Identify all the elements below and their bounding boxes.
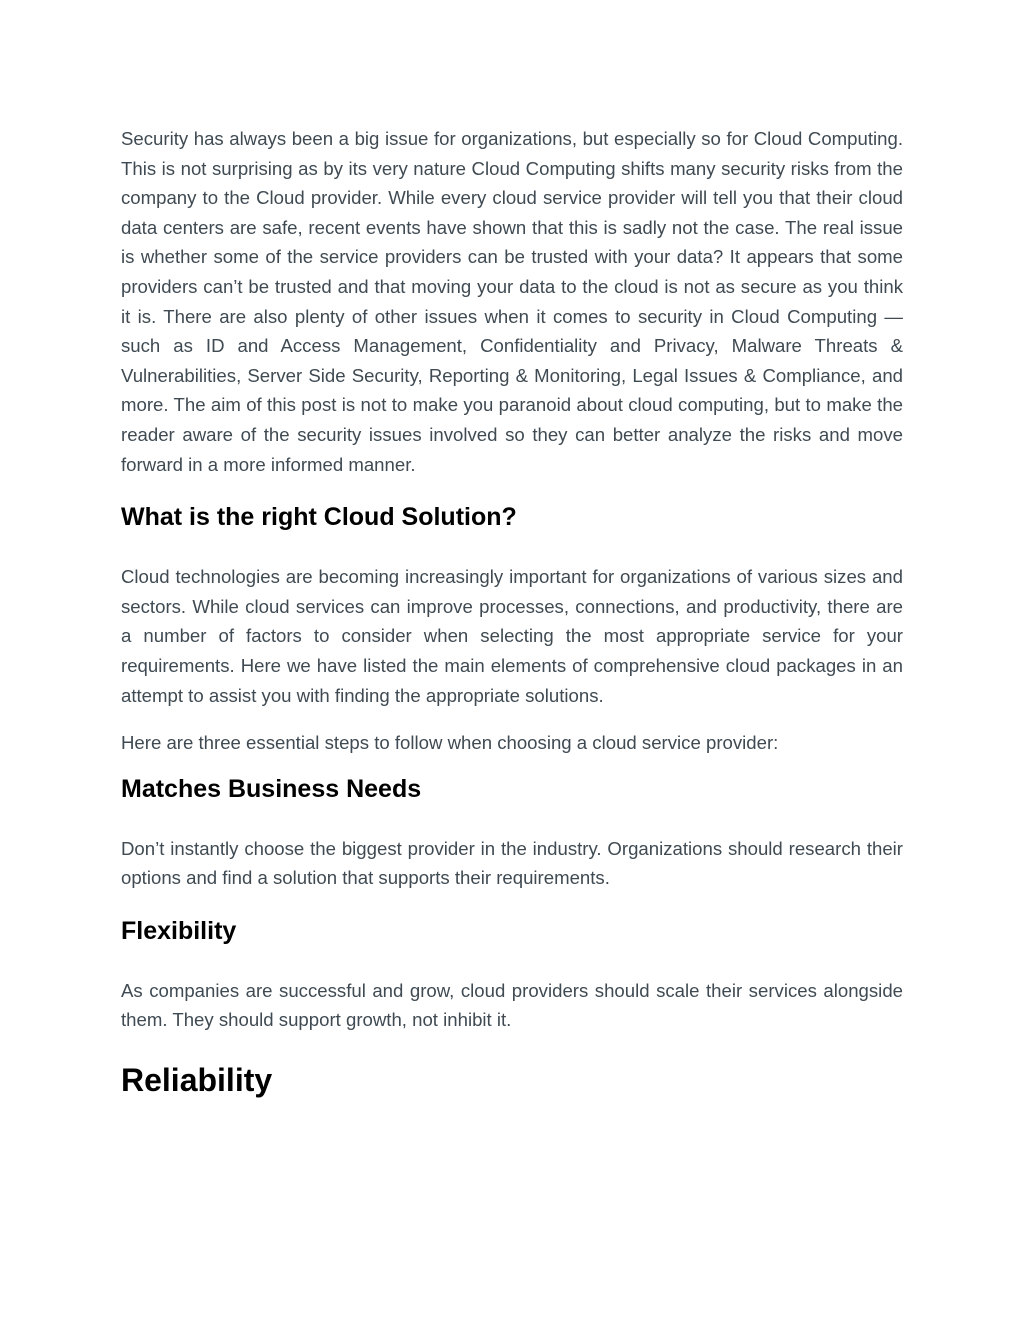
flexibility-paragraph: As companies are successful and grow, cloud providers should scale their services alongside them. They should support growth, not inhibit it.: [121, 979, 903, 1031]
steps-intro-paragraph: Here are three essential steps to follow when choosing a cloud service provider:: [121, 732, 779, 754]
intro-paragraph: Security has always been a big issue for organizations, but especially so for Cloud Computing. This is not surprising as by its very nature Cloud Computing shifts many security risks from the company to the Cloud provider. While every cloud service provider will tell you that their cloud data centers are safe, recent events have shown that this is sadly not the case. The real issue is whether some of the service providers can be trusted with your data? It appears that some providers can’t be trusted and that moving your data to the cloud is not as secure as you think it is. There are also plenty of other issues when it comes to security in Cloud Computing — such as ID and Access Management, Confidentiality and Privacy, Malware Threats & Vulnerabilities, Server Side Security, Reporting & Monitoring, Legal Issues & Compliance, and more. The aim of this post is not to make you paranoid about cloud computing, but to make the reader aware of the security issues involved so they can better analyze the risks and move forward in a more informed manner.: [121, 128, 903, 475]
document-page: [121, 124, 903, 1100]
cloud-solution-paragraph: Cloud technologies are becoming increasingly important for organizations of various sizes and sectors. While cloud services can improve processes, connections, and productivity, there are a number of factors to consider when selecting the most appropriate service for your requirements. Here we have listed the main elements of comprehensive cloud packages in an attempt to assist you with finding the appropriate solutions.: [121, 566, 903, 706]
section-heading-flexibility: Flexibility: [121, 916, 237, 945]
matches-business-needs-paragraph: Don’t instantly choose the biggest provider in the industry. Organizations should research their options and find a solution that supports their requirements.: [121, 837, 903, 889]
section-heading-matches-business-needs: Matches Business Needs: [121, 774, 422, 803]
section-heading-cloud-solution: What is the right Cloud Solution?: [121, 503, 517, 532]
section-heading-reliability: Reliability: [121, 1062, 273, 1099]
